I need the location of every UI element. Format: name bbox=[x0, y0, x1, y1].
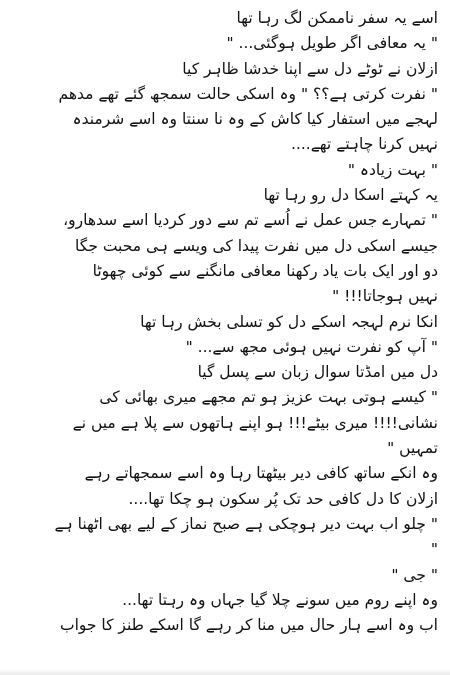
text-line: " آپ کو نفرت نہیں ہوئی مجھ سے... " bbox=[185, 337, 438, 356]
bottom-edge-shadow bbox=[0, 669, 450, 675]
text-line: لہجے میں استفار کیا کاش کے وہ نا سنتا وہ اسے شرمندہ bbox=[72, 110, 438, 129]
text-line: وہ انکے ساتھ کافی دیر بیٹھتا رہا وہ اسے سمجھاتے رہے bbox=[84, 464, 438, 483]
text-line: اب وہ اسے ہار حال میں منا کر رہے گا اسکے طنز کا جواب bbox=[59, 616, 438, 635]
text-line: " تمہارے جس عمل نے اُسے تم سے دور کردیا اسے سدھارو، bbox=[63, 211, 438, 230]
text-line: نہیں ہوجاتا!!! " bbox=[332, 287, 438, 306]
text-line: انکا نرم لہجہ اسکے دل کو تسلی بخش رہا تھا bbox=[140, 312, 438, 331]
text-line: " بہت زیادہ " bbox=[347, 160, 438, 179]
text-line: وہ اپنے روم میں سونے چلا گیا جہاں وہ رہتا تھا... bbox=[122, 590, 438, 609]
text-line: " کیسے ہوتی بہت عزیز ہو تم مجھے میری بھائی کی bbox=[99, 388, 438, 407]
text-line: ازلان کا دل کافی حد تک پُر سکون ہو چکا تھا.... bbox=[128, 489, 438, 508]
text-line: " bbox=[430, 540, 438, 559]
text-line: " نفرت کرتی ہے؟؟ " وہ اسکی حالت سمجھ گئے تھے مدھم bbox=[58, 84, 438, 103]
text-line: نہیں کرنا چاہتے تھے.... bbox=[290, 135, 438, 154]
text-line: " جی " bbox=[391, 565, 438, 584]
text-line: نشانی!!!! میری بیٹے!!! ہو اپنے ہاتھوں سے پلا ہے میں نے bbox=[72, 413, 438, 432]
text-line: دل میں امڈتا سوال زبان سے پسل گیا bbox=[197, 363, 438, 382]
text-line: تمہیں " bbox=[387, 439, 438, 458]
text-line: " چلو اب بہت دیر ہوچکی ہے صبح نماز کے لیے بھی اٹھنا ہے bbox=[54, 514, 438, 533]
text-line: یہ کہتے اسکا دل رو رہا تھا bbox=[263, 186, 438, 205]
text-line: " یہ معافی اگر طویل ہوگئی... " bbox=[226, 34, 438, 53]
text-line: اسے یہ سفر ناممکن لگ رہا تھا bbox=[236, 9, 438, 27]
text-line: جیسے اسکی دل میں نفرت پیدا کی ویسے ہی محبت جگا bbox=[75, 236, 438, 255]
text-line: ازلان نے ٹوٹے دل سے اپنا خدشا ظاہر کیا bbox=[182, 59, 438, 78]
text-line: دو اور ایک بات یاد رکھنا معافی مانگنے سے کوئی چھوٹا bbox=[92, 261, 438, 280]
